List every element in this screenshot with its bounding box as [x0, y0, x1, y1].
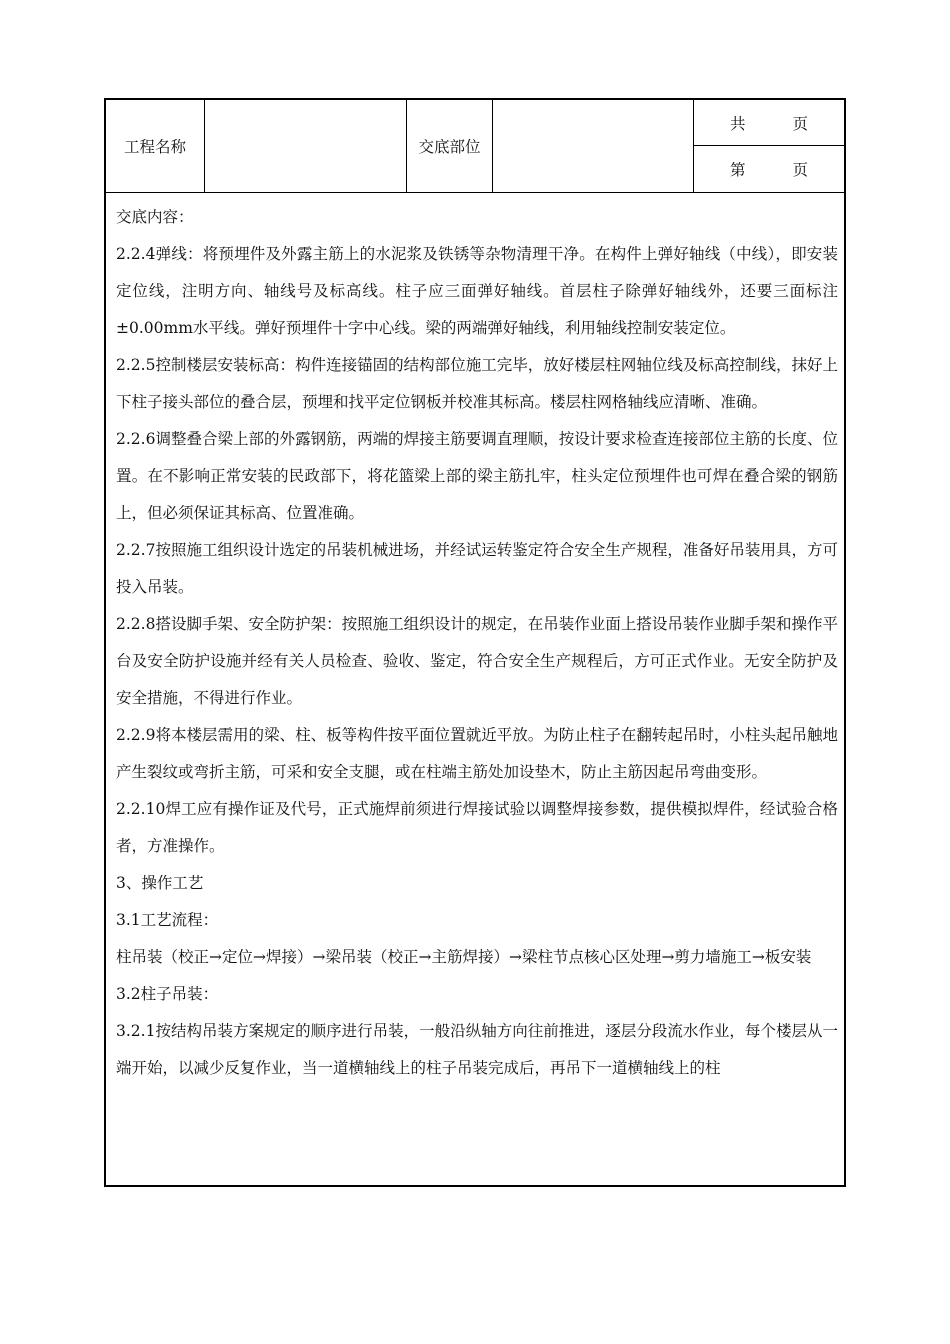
paragraph-2-2-7: 2.2.7按照施工组织设计选定的吊装机械进场，并经试运转鉴定符合安全生产规程，准备好吊装用具，方可投入吊装。 — [116, 541, 838, 596]
paragraph-2-2-9: 2.2.9将本楼层需用的梁、柱、板等构件按平面位置就近平放。为防止柱子在翻转起吊时，小柱头起吊触地产生裂纹或弯折主筋，可采和安全支腿，或在柱端主筋处加设垫木，防止主筋因起吊弯曲变形。 — [116, 726, 838, 781]
total-pages-row — [694, 100, 844, 146]
process-flow: 柱吊装（校正→定位→焊接）→梁吊装（校正→主筋焊接）→梁柱节点核心区处理→剪力墙施工→板安装 — [116, 948, 812, 966]
page-label: 第 — [730, 161, 746, 179]
page-count-cell — [694, 100, 844, 192]
paragraph-2-2-8: 2.2.8搭设脚手架、安全防护架：按照施工组织设计的规定，在吊装作业面上搭设吊装作业脚手架和操作平台及安全防护设施并经有关人员检查、验收、鉴定，符合安全生产规程后，方可正式作业。无安全防护及安全措施，不得进行作业。 — [116, 615, 838, 707]
project-name-value — [205, 100, 407, 192]
position-value — [493, 100, 694, 192]
paragraph-2-2-5: 2.2.5控制楼层安装标高：构件连接锚固的结构部位施工完毕，放好楼层柱网轴位线及标高控制线，抹好上下柱子接头部位的叠合层，预埋和找平定位钢板并校准其标高。楼层柱网格轴线应清晰、准确。 — [116, 356, 838, 411]
section-3-heading: 3、操作工艺 — [116, 874, 204, 892]
total-label: 共 — [730, 114, 746, 133]
paragraph-2-2-4: 2.2.4弹线：将预埋件及外露主筋上的水泥浆及铁锈等杂物清理干净。在构件上弹好轴线（中线），即安装定位线，注明方向、轴线号及标高线。柱子应三面弹好轴线。首层柱子除弹好轴线外，还要三面标注±0.00mm水平线。弹好预埋件十字中心线。梁的两端弹好轴线，利用轴线控制安装定位。 — [116, 245, 838, 337]
paragraph-2-2-6: 2.2.6调整叠合梁上部的外露钢筋，两端的焊接主筋要调直理顺，按设计要求检查连接部位主筋的长度、位置。在不影响正常安装的民政部下，将花篮梁上部的梁主筋扎牢，柱头定位预埋件也可焊在叠合梁的钢筋上，但必须保证其标高、位置准确。 — [116, 430, 838, 522]
project-name-label: 工程名称 — [106, 100, 205, 192]
paragraph-3-2-1: 3.2.1按结构吊装方案规定的顺序进行吊装，一般沿纵轴方向往前推进，逐层分段流水作业，每个楼层从一端开始，以减少反复作业，当一道横轴线上的柱子吊装完成后，再吊下一道横轴线上的柱 — [116, 1022, 838, 1077]
page-number-row — [694, 146, 844, 192]
form-header — [106, 100, 844, 193]
disclosure-content — [116, 199, 838, 1087]
content-heading: 交底内容： — [116, 208, 194, 226]
page-unit: 页 — [792, 161, 808, 179]
paragraph-2-2-10: 2.2.10焊工应有操作证及代号，正式施焊前须进行焊接试验以调整焊接参数，提供模拟焊件，经试验合格者，方准操作。 — [116, 800, 838, 855]
disclosure-form — [104, 98, 846, 1187]
section-3-1-heading: 3.1工艺流程： — [116, 911, 219, 929]
section-3-2-heading: 3.2柱子吊装： — [116, 985, 219, 1003]
position-label: 交底部位 — [407, 100, 493, 192]
total-unit: 页 — [792, 114, 808, 133]
